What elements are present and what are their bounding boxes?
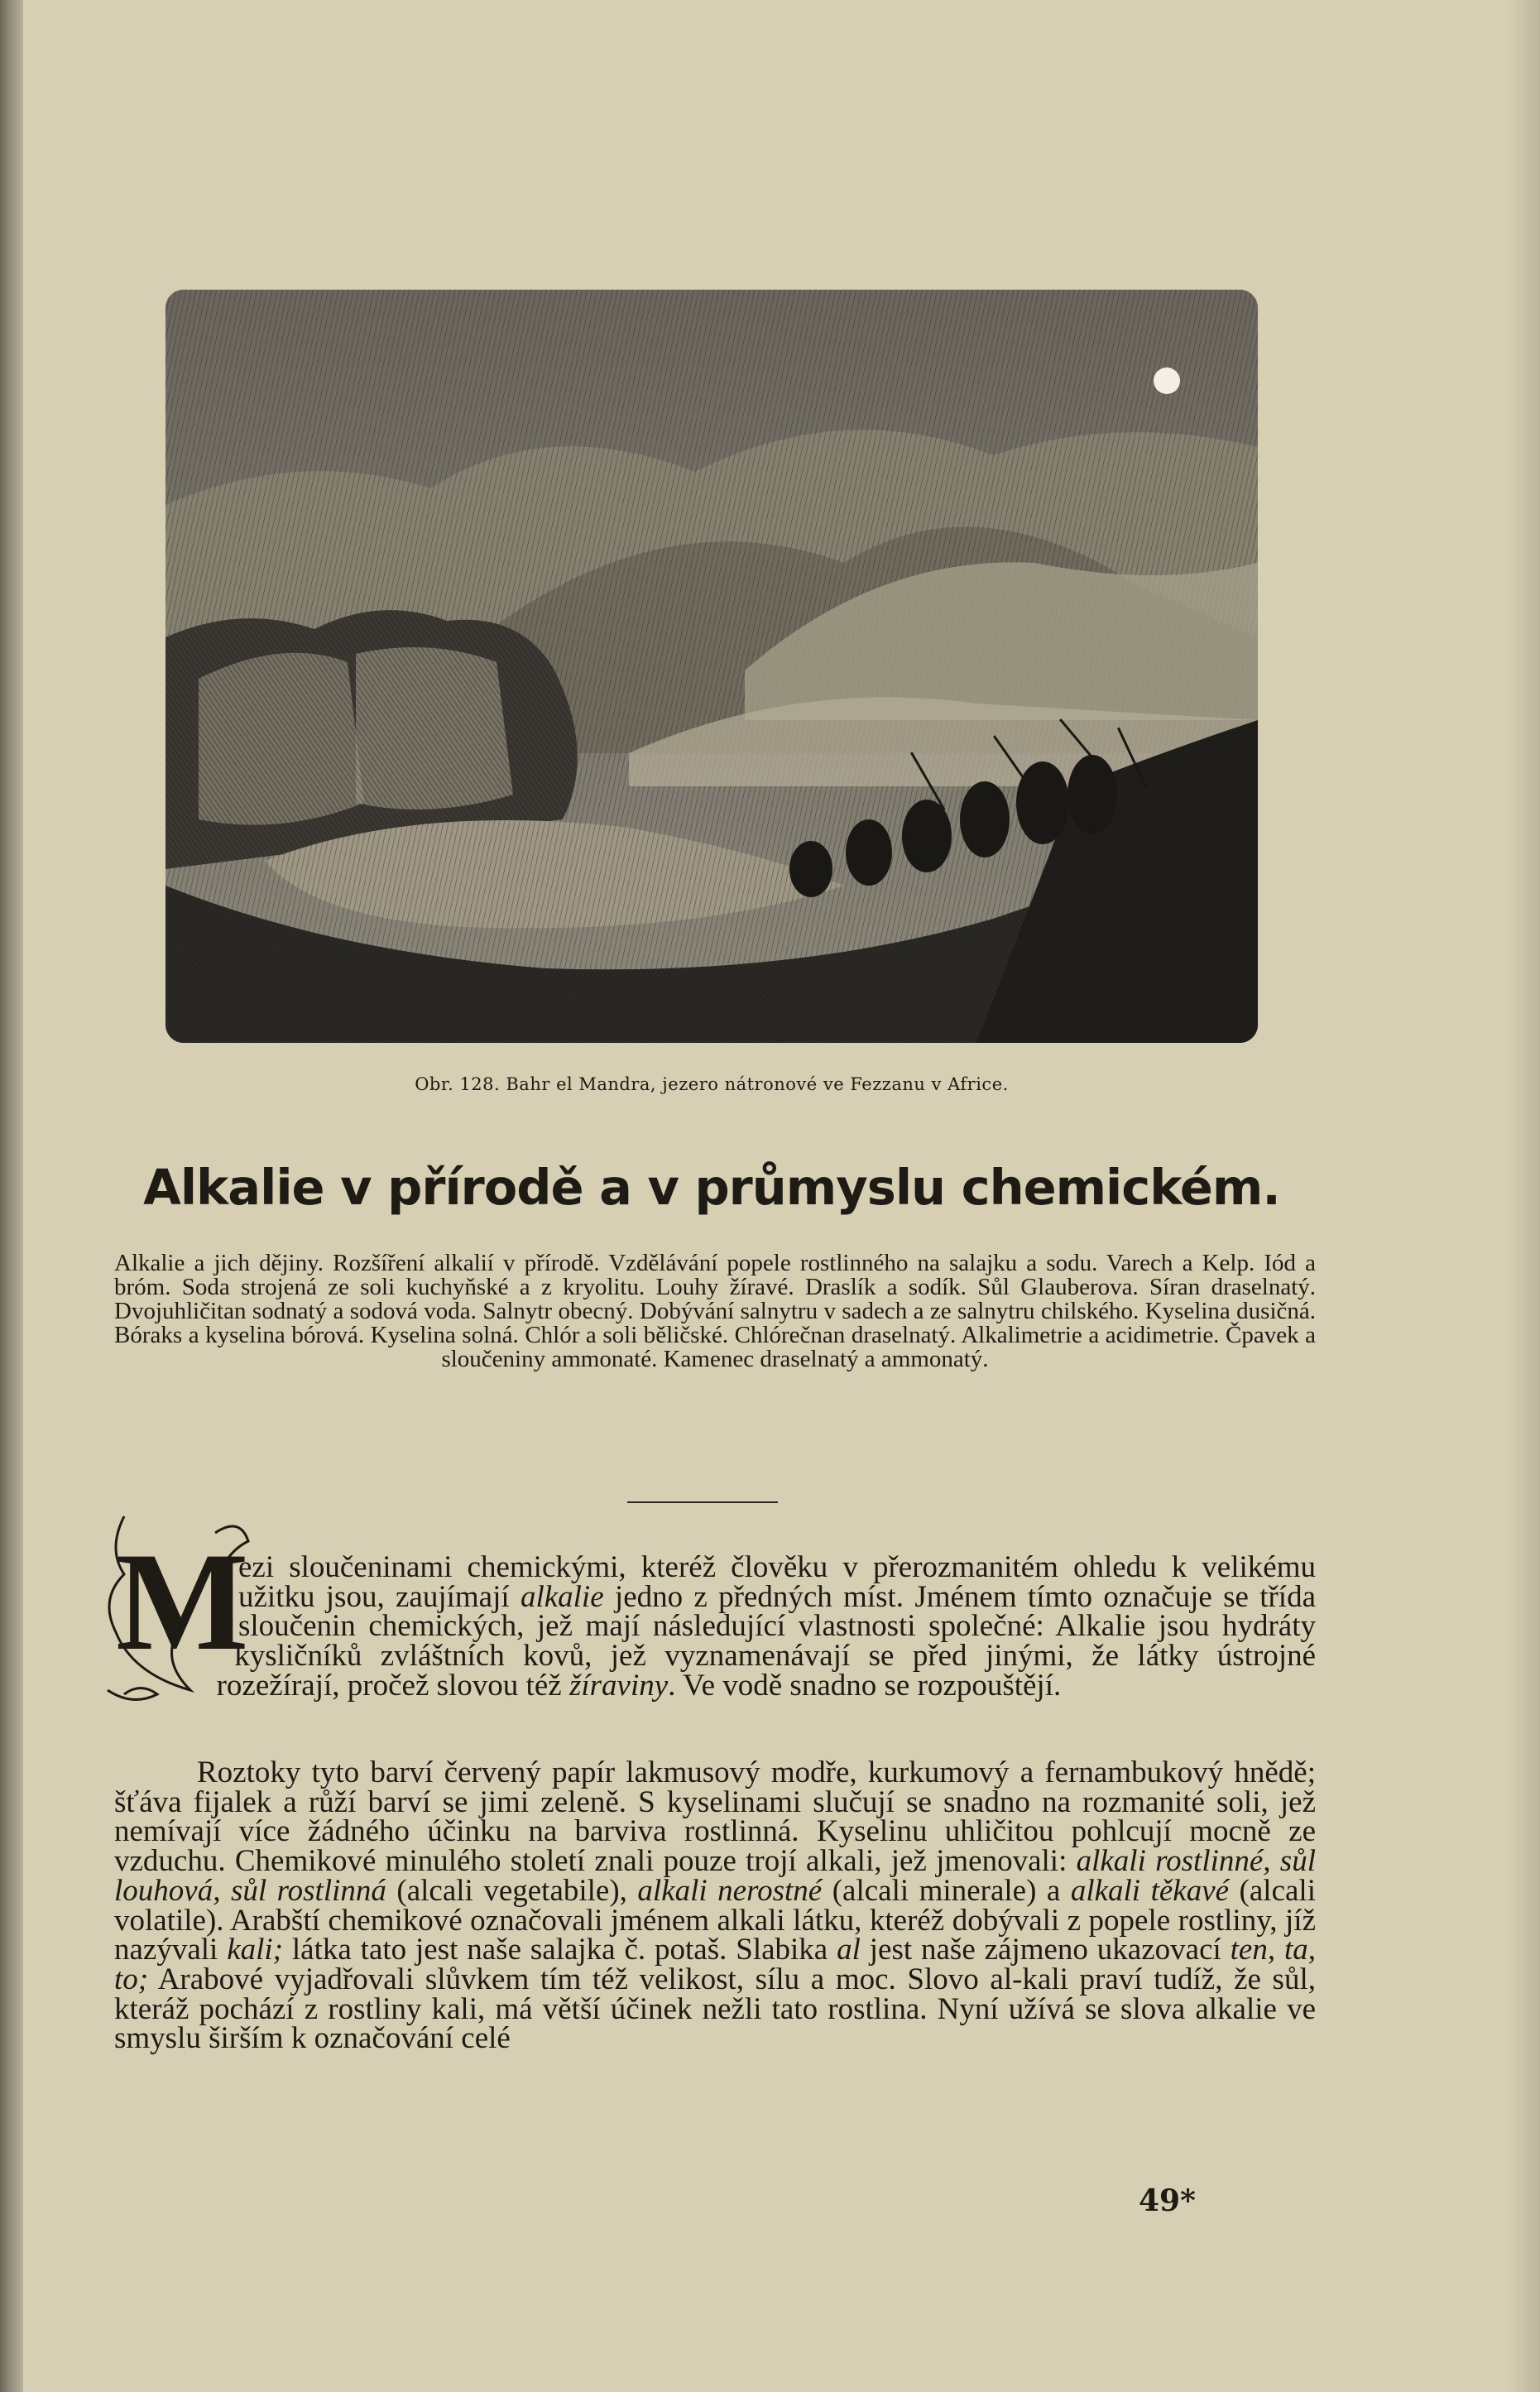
chapter-title: Alkalie v přírodě a v průmyslu chemickém. — [143, 1159, 1280, 1216]
text-run: Roztoky tyto barví červený papír lakmusový modře, kurkumový a fernambukový hnědě; šťáva fijalek a růží barví se jimi zeleně. S kyselinami slučují se snadno na rozmanité soli, jež nemívají více žádného účinku na barviva rostlinná. Kyselinu uhličitou pohlcují mocně ze vzduchu. Chemikové minulého století znali pouze trojí alkali, jež jmenovali: — [114, 1756, 1316, 1879]
text-run: jest naše zájmeno ukazovací — [860, 1933, 1231, 1967]
initial-letter: M — [116, 1524, 249, 1679]
book-binding-edge — [0, 0, 23, 2392]
text-run: jedno z předných míst. Jménem tímto označuje se třída sloučenin chemických, jež mají následující vlastnosti společné: Alkalie jsou hydráty kysličníků zvláštních kovů, jež vyznamenávají se před jinými, že látky ústrojné rozežírají, pročež slovou též — [216, 1579, 1316, 1703]
italic-term: alkalie — [520, 1579, 604, 1614]
italic-term: žíraviny — [569, 1668, 669, 1703]
figure-caption: Obr. 128. Bahr el Mandra, jezero nátronové ve Fezzanu v Africe. — [415, 1074, 1009, 1094]
text-run: (alcali vegetabile), — [386, 1873, 638, 1908]
text-run: látka tato jest naše salajka č. potaš. Slabika — [283, 1933, 837, 1967]
italic-term: alkali rostlinné, sůl louhová, sůl rostlinná — [114, 1844, 1316, 1908]
engraving-illustration — [166, 290, 1258, 1043]
text-run: Arabové vyjadřovali slůvkem tím též velikost, sílu a moc. Slovo al-kali praví tudíž, že sůl, kteráž pochází z rostliny kali, má větší účinek nežli tato rostlina. Nyní užívá se slova alkalie ve smyslu širším k označování celé — [114, 1962, 1316, 2056]
section-divider — [627, 1501, 778, 1503]
italic-term: kali; — [227, 1933, 284, 1967]
text-run: (alcali minerale) a — [822, 1873, 1071, 1908]
text-run: . Ve vodě snadno se rozpouštějí. — [668, 1668, 1062, 1703]
page-number: 49* — [1139, 2183, 1196, 2218]
moon-icon — [1154, 367, 1180, 394]
initial-space — [114, 1553, 238, 1758]
lake-landscape-engraving — [166, 290, 1258, 1043]
italic-term: al — [837, 1933, 861, 1967]
text-run: ezi sloučeninami chemickými, kteréž člověku v přerozmanitém ohledu k velikému užitku jsou, zaujímají — [238, 1550, 1316, 1614]
paragraph-2 — [114, 1756, 1317, 2056]
paragraph-1 — [114, 1550, 1316, 1758]
italic-term: alkali těkavé — [1070, 1873, 1230, 1908]
italic-term: alkali nerostné — [637, 1873, 823, 1908]
chapter-summary: Alkalie a jich dějiny. Rozšíření alkalií v přírodě. Vzdělávání popele rostlinného na salajku a sodu. Varech a Kelp. Iód a bróm. Soda strojená ze soli kuchyňské a z kryolitu. Louhy žíravé. Draslík a sodík. Sůl Glauberova. Síran draselnatý. Dvojuhličitan sodnatý a sodová voda. Salnytr obecný. Dobývání salnytru v sadech a ze salnytru chilského. Kyselina dusičná. Bóraks a kyselina bórová. Kyselina solná. Chlór a soli běličské. Chlórečnan draselnatý. Alkalimetrie a acidimetrie. Čpavek a sloučeniny ammonaté. Kamenec draselnatý a ammonatý. — [114, 1250, 1316, 1372]
page-edge-shadow — [1507, 0, 1540, 2392]
body-text — [114, 1550, 1317, 2056]
italic-term: ten, ta, to; — [114, 1933, 1317, 1996]
text-run: (alcali volatile). Arabští chemikové označovali jménem alkali látku, kteréž dobývali z popele rostliny, jíž nazývali — [114, 1873, 1316, 1967]
